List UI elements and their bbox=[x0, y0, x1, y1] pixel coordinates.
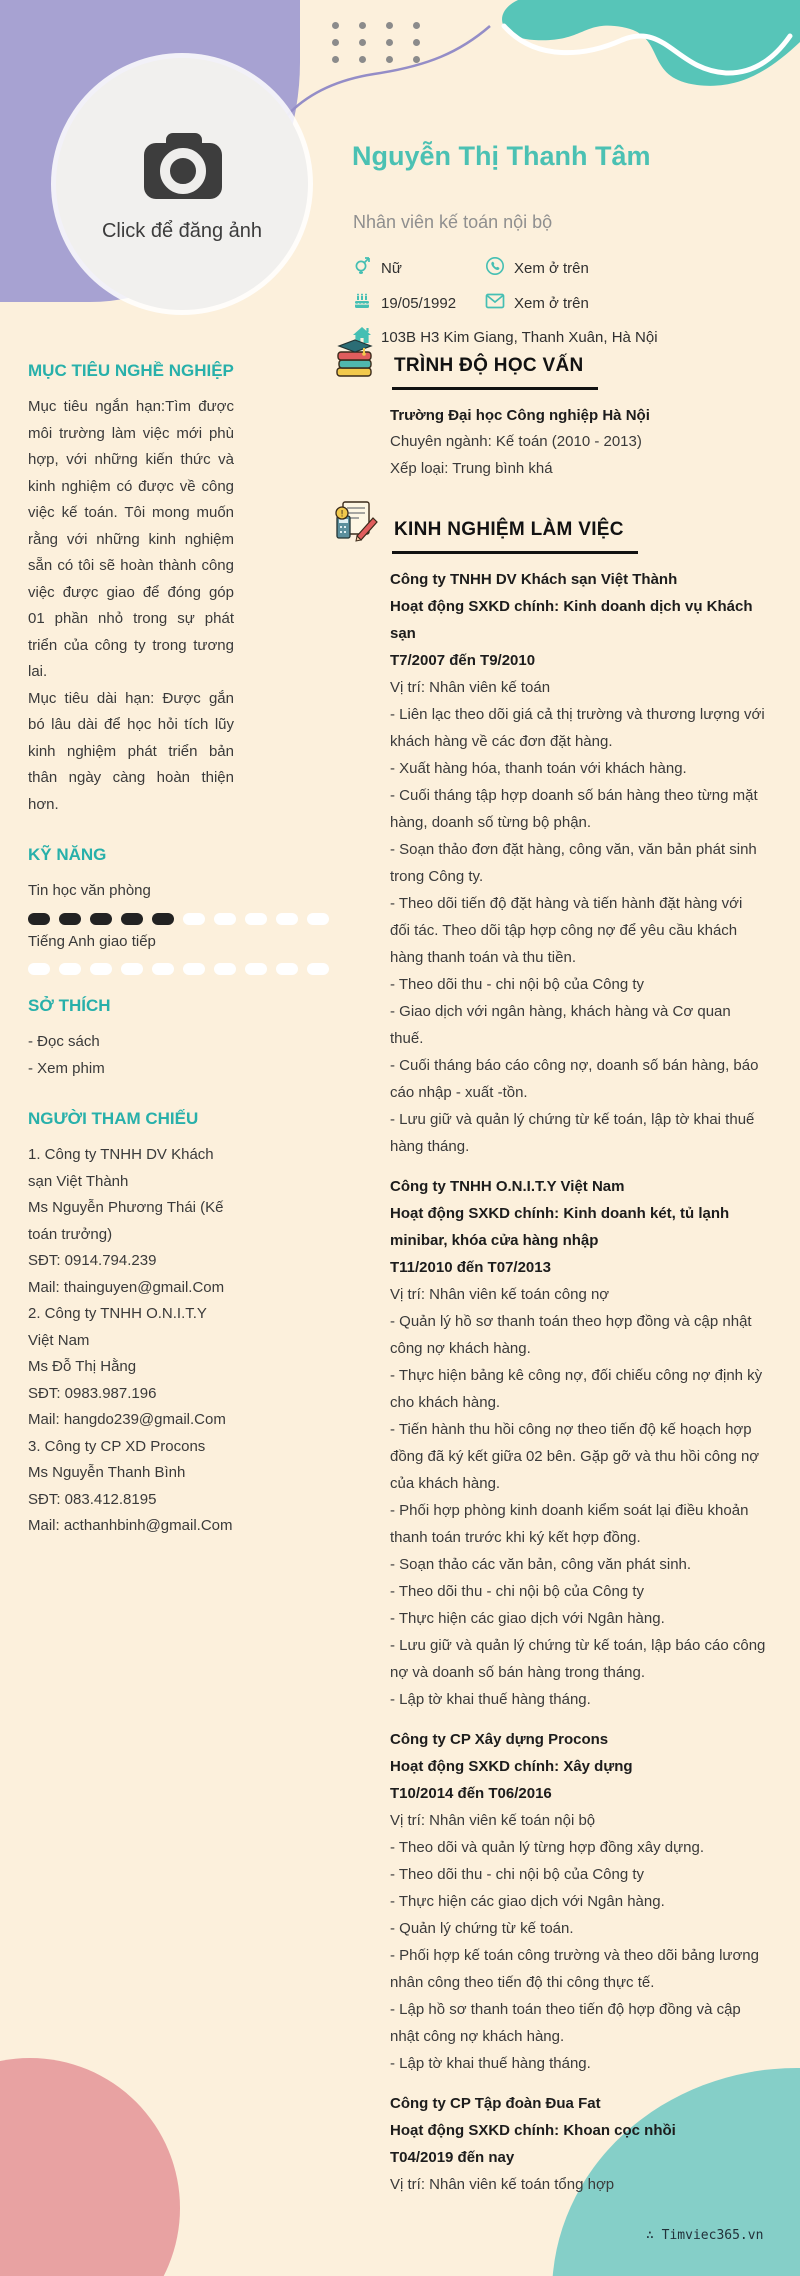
job-duty: - Lưu giữ và quản lý chứng từ kế toán, lập báo cáo công nợ và doanh số bán hàng trong tháng. bbox=[390, 1636, 766, 1681]
job-duty: - Lập tờ khai thuế hàng tháng. bbox=[390, 1690, 591, 1708]
skill-pill bbox=[245, 913, 267, 925]
skill-level-bar bbox=[28, 908, 234, 921]
education-major: Chuyên ngành: Kế toán (2010 - 2013) bbox=[390, 433, 642, 450]
job-period: T7/2007 đến T9/2010 bbox=[390, 651, 536, 669]
phone-icon bbox=[485, 256, 505, 280]
right-column bbox=[333, 338, 785, 2211]
education-header bbox=[333, 338, 785, 390]
job-position: Vị trí: Nhân viên kế toán tổng hợp bbox=[390, 2175, 615, 2193]
skills-list bbox=[28, 878, 234, 971]
hobbies-heading: SỞ THÍCH bbox=[28, 996, 111, 1015]
job-duty: - Thực hiện bảng kê công nợ, đối chiếu công nợ định kỳ cho khách hàng. bbox=[390, 1366, 763, 1411]
info-row bbox=[352, 291, 792, 315]
birthday-value: 19/05/1992 bbox=[381, 294, 457, 312]
job-entry bbox=[390, 2090, 766, 2198]
job-duty: - Thực hiện các giao dịch với Ngân hàng. bbox=[390, 1609, 665, 1627]
education-grade: Xếp loại: Trung bình khá bbox=[390, 459, 553, 477]
skill-pill bbox=[28, 963, 50, 975]
work-documents-icon bbox=[333, 500, 379, 554]
job-duty: - Quản lý hồ sơ thanh toán theo hợp đồng và cập nhật công nợ khách hàng. bbox=[390, 1312, 752, 1357]
email-field bbox=[485, 293, 589, 313]
job-duty: - Lưu giữ và quản lý chứng từ kế toán, lập tờ khai thuế hàng tháng. bbox=[390, 1110, 755, 1155]
list-item: SĐT: 083.412.8195 bbox=[28, 1490, 157, 1508]
skill-pill bbox=[214, 963, 236, 975]
skill-pill bbox=[152, 913, 174, 925]
candidate-job-title: Nhân viên kế toán nội bộ bbox=[353, 212, 553, 232]
job-company: Công ty CP Xây dựng Procons bbox=[390, 1730, 609, 1748]
photo-placeholder-label: Click để đăng ảnh bbox=[101, 220, 263, 242]
skill-pill bbox=[90, 963, 112, 975]
education-books-icon bbox=[333, 338, 379, 390]
experience-header bbox=[333, 500, 785, 554]
job-activity: Hoạt động SXKD chính: Xây dựng bbox=[390, 1757, 633, 1775]
job-company: Công ty TNHH DV Khách sạn Việt Thành bbox=[390, 570, 678, 588]
job-entry bbox=[390, 1726, 766, 2077]
job-duty: - Soạn thảo các văn bản, công văn phát sinh. bbox=[390, 1555, 692, 1573]
job-position: Vị trí: Nhân viên kế toán công nợ bbox=[390, 1285, 610, 1303]
pink-blob-decoration bbox=[0, 2058, 180, 2276]
skill-pill bbox=[59, 913, 81, 925]
list-item: Mail: hangdo239@gmail.Com bbox=[28, 1411, 226, 1428]
birthday-cake-icon bbox=[352, 291, 372, 315]
section-education bbox=[333, 338, 785, 482]
list-item: 2. Công ty TNHH O.N.I.T.Y Việt Nam bbox=[28, 1305, 207, 1349]
camera-icon bbox=[130, 125, 234, 216]
skill-pill bbox=[28, 913, 50, 925]
job-activity: Hoạt động SXKD chính: Khoan cọc nhồi bbox=[390, 2121, 676, 2139]
list-item: Ms Nguyễn Thanh Bình bbox=[28, 1464, 186, 1481]
job-duty: - Phối hợp phòng kinh doanh kiểm soát lại điều khoản thanh toán trước khi ký kết hợp đồng. bbox=[390, 1501, 749, 1546]
job-position: Vị trí: Nhân viên kế toán bbox=[390, 678, 551, 696]
list-item: - Xem phim bbox=[28, 1059, 105, 1077]
list-item: - Đọc sách bbox=[28, 1033, 100, 1050]
job-company: Công ty CP Tập đoàn Đua Fat bbox=[390, 2094, 601, 2112]
skill-pill bbox=[121, 963, 143, 975]
education-school: Trường Đại học Công nghiệp Hà Nội bbox=[390, 406, 650, 424]
phone-field bbox=[485, 256, 589, 280]
gender-field bbox=[352, 256, 485, 280]
phone-value: Xem ở trên bbox=[514, 259, 589, 277]
list-item: 3. Công ty CP XD Procons bbox=[28, 1437, 206, 1455]
job-period: T11/2010 đến T07/2013 bbox=[390, 1258, 551, 1276]
skill-level-bar bbox=[28, 958, 234, 971]
job-activity: Hoạt động SXKD chính: Kinh doanh dịch vụ Khách sạn bbox=[390, 597, 753, 642]
skill-pill bbox=[59, 963, 81, 975]
skill-pill bbox=[121, 913, 143, 925]
jobs-list bbox=[390, 566, 766, 2198]
job-duty: - Phối hợp kế toán công trường và theo dõi bảng lương nhân công theo tiến độ thi công thực tế. bbox=[390, 1946, 759, 1991]
birthday-field bbox=[352, 291, 485, 315]
skill-pill bbox=[152, 963, 174, 975]
list-item: SĐT: 0914.794.239 bbox=[28, 1252, 157, 1269]
skill-label: Tiếng Anh giao tiếp bbox=[28, 932, 156, 950]
references-heading: NGƯỜI THAM CHIẾU bbox=[28, 1109, 199, 1128]
job-company: Công ty TNHH O.N.I.T.Y Việt Nam bbox=[390, 1177, 625, 1195]
job-duty: - Lập hồ sơ thanh toán theo tiến độ hợp đồng và cập nhật công nợ khách hàng. bbox=[390, 2000, 741, 2045]
job-duty: - Cuối tháng tập hợp doanh số bán hàng theo từng mặt hàng, doanh số từng bộ phận. bbox=[390, 786, 758, 831]
email-value: Xem ở trên bbox=[514, 294, 589, 312]
skill-pill bbox=[276, 913, 298, 925]
experience-heading: KINH NGHIỆM LÀM VIỆC bbox=[392, 517, 638, 554]
skill-pill bbox=[183, 963, 205, 975]
job-duty: - Theo dõi tiến độ đặt hàng và tiến hành đặt hàng với đối tác. Theo dõi tập hợp công nợ để yêu cầu khách hàng thanh toán và thu tiền. bbox=[390, 894, 743, 966]
list-item: Ms Đỗ Thị Hằng bbox=[28, 1358, 137, 1375]
references-list bbox=[28, 1142, 234, 1540]
job-duty: - Cuối tháng báo cáo công nợ, doanh số bán hàng, báo cáo nhập - xuất -tồn. bbox=[390, 1056, 759, 1101]
job-duty: - Liên lạc theo dõi giá cả thị trường và thương lượng với khách hàng về các đơn đặt hàng. bbox=[390, 705, 765, 750]
job-duty: - Thực hiện các giao dịch với Ngân hàng. bbox=[390, 1892, 665, 1910]
skill-pill bbox=[307, 963, 329, 975]
section-skills bbox=[28, 844, 234, 971]
list-item: Mục tiêu ngắn hạn:Tìm được môi trường làm việc mới phù hợp, với những kiến thức và kinh nghiệm có được về công việc kế toán. Tôi mong muốn rằng với những kinh nghiệm sẵn có tôi sẽ hoàn thành công việc được giao để đóng góp 01 phần nhỏ trong sự phát triển của công ty trong tương lai. bbox=[28, 398, 234, 680]
job-position: Vị trí: Nhân viên kế toán nội bộ bbox=[390, 1811, 596, 1829]
skill-pill bbox=[90, 913, 112, 925]
education-heading: TRÌNH ĐỘ HỌC VẤN bbox=[392, 353, 598, 390]
objective-paragraphs bbox=[28, 394, 234, 818]
job-duty: - Theo dõi thu - chi nội bộ của Công ty bbox=[390, 1582, 645, 1600]
list-item: 1. Công ty TNHH DV Khách sạn Việt Thành bbox=[28, 1146, 214, 1190]
address-value: 103B H3 Kim Giang, Thanh Xuân, Hà Nội bbox=[381, 329, 658, 346]
education-details bbox=[390, 403, 785, 483]
job-entry bbox=[390, 1173, 766, 1713]
gender-value: Nữ bbox=[381, 259, 402, 277]
info-row bbox=[352, 256, 792, 280]
photo-upload-button[interactable] bbox=[56, 58, 308, 310]
list-item: Mail: acthanhbinh@gmail.Com bbox=[28, 1517, 233, 1534]
job-period: T04/2019 đến nay bbox=[390, 2148, 515, 2166]
list-item: Ms Nguyễn Phương Thái (Kế toán trưởng) bbox=[28, 1199, 224, 1243]
svg-text:!: ! bbox=[340, 509, 344, 520]
job-duty: - Theo dõi và quản lý từng hợp đồng xây dựng. bbox=[390, 1838, 705, 1856]
job-duty: - Theo dõi thu - chi nội bộ của Công ty bbox=[390, 1865, 645, 1883]
job-entry bbox=[390, 566, 766, 1160]
dots-grid-decoration bbox=[332, 22, 420, 63]
envelope-icon bbox=[485, 293, 505, 313]
skill-pill bbox=[307, 913, 329, 925]
job-duty: - Giao dịch với ngân hàng, khách hàng và Cơ quan thuế. bbox=[390, 1002, 731, 1047]
list-item: Mail: thainguyen@gmail.Com bbox=[28, 1278, 225, 1296]
job-duty: - Xuất hàng hóa, thanh toán với khách hàng. bbox=[390, 759, 687, 777]
section-references bbox=[28, 1108, 234, 1540]
skill-pill bbox=[214, 913, 236, 925]
job-duty: - Theo dõi thu - chi nội bộ của Công ty bbox=[390, 975, 645, 993]
skill-pill bbox=[245, 963, 267, 975]
job-duty: - Quản lý chứng từ kế toán. bbox=[390, 1919, 574, 1937]
skills-heading: KỸ NĂNG bbox=[28, 845, 107, 864]
candidate-name: Nguyễn Thị Thanh Tâm bbox=[352, 141, 651, 171]
job-activity: Hoạt động SXKD chính: Kinh doanh két, tủ lạnh minibar, khóa cửa hàng nhập bbox=[390, 1204, 730, 1249]
objective-heading: MỤC TIÊU NGHỀ NGHIỆP bbox=[28, 361, 234, 380]
skill-label: Tin học văn phòng bbox=[28, 882, 151, 899]
list-item: SĐT: 0983.987.196 bbox=[28, 1384, 157, 1402]
job-duty: - Tiến hành thu hồi công nợ theo tiến độ kế hoạch hợp đồng đã ký kết giữa 02 bên. Gặp gỡ và thu hồi công nợ của khách hàng. bbox=[390, 1420, 760, 1492]
hobbies-list bbox=[28, 1029, 234, 1082]
section-hobbies bbox=[28, 995, 234, 1082]
left-column bbox=[28, 360, 234, 1540]
job-duty: - Lập tờ khai thuế hàng tháng. bbox=[390, 2054, 591, 2072]
watermark-brand: ∴ Timviec365.vn bbox=[646, 2228, 764, 2243]
section-experience bbox=[333, 500, 785, 2198]
teal-blob-top-decoration bbox=[490, 0, 800, 135]
gender-icon bbox=[352, 256, 372, 280]
skill-pill bbox=[183, 913, 205, 925]
section-objective bbox=[28, 360, 234, 818]
job-period: T10/2014 đến T06/2016 bbox=[390, 1784, 552, 1802]
skill-pill bbox=[276, 963, 298, 975]
job-duty: - Soạn thảo đơn đặt hàng, công văn, văn bản phát sinh trong Công ty. bbox=[390, 840, 757, 885]
list-item: Mục tiêu dài hạn: Được gắn bó lâu dài để học hỏi tích lũy kinh nghiệm phát triển bản thân ngày càng hoàn thiện hơn. bbox=[28, 689, 234, 813]
